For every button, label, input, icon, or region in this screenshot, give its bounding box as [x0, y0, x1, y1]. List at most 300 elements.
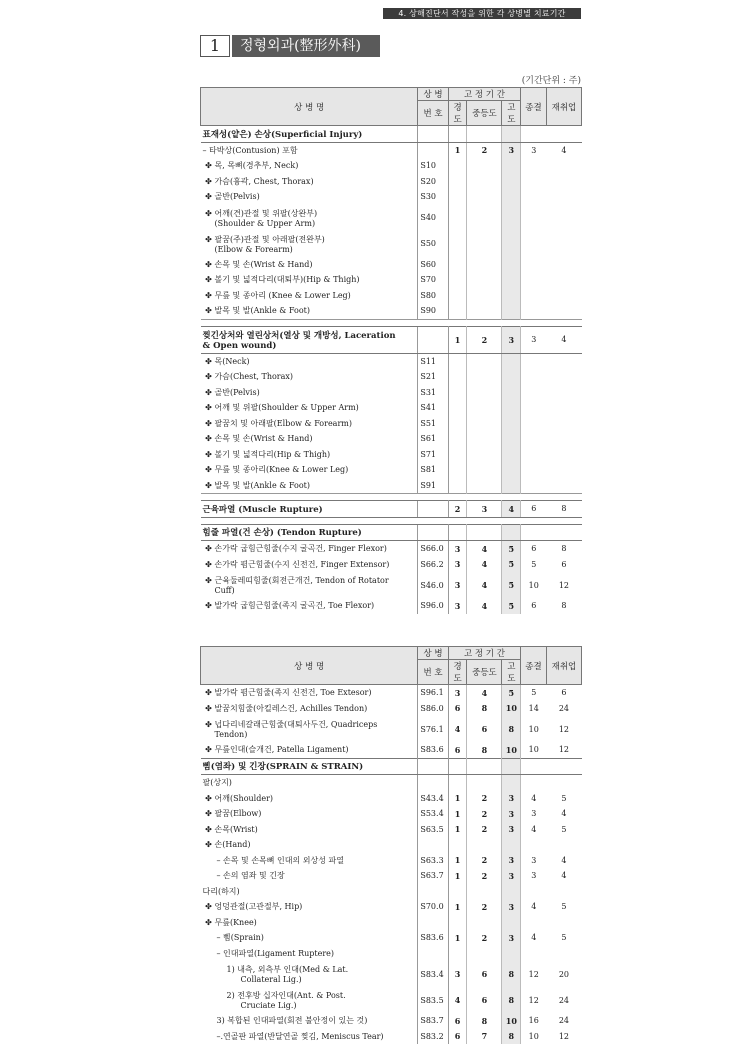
return-period: [546, 205, 581, 231]
severe-period: 8: [502, 987, 521, 1013]
table-row: [201, 174, 582, 190]
mild-period: 6: [448, 1013, 467, 1029]
treatment-table-2: [200, 646, 582, 1044]
mild-period: 1: [448, 853, 467, 869]
end-period: 10: [528, 724, 539, 734]
end-period: 6: [521, 501, 547, 518]
bullet-icon: ✤: [205, 434, 212, 444]
col-code-header-top: 상 병: [418, 647, 448, 660]
end-period: 3: [531, 809, 537, 819]
table-row: [201, 385, 582, 401]
row-name-cell: [201, 326, 418, 353]
row-code: S96.0: [418, 598, 448, 614]
group-row: [201, 758, 582, 775]
bullet-icon: ✤: [205, 403, 212, 413]
severe-period: [502, 205, 521, 231]
mild-period: [448, 416, 467, 432]
end-period: [521, 416, 547, 432]
table-row: [201, 1029, 582, 1045]
moderate-period: 4: [467, 572, 502, 598]
row-code: S86.0: [418, 701, 448, 717]
mild-period: 6: [448, 701, 467, 717]
table-row: [201, 478, 582, 494]
row-code: S83.6: [418, 742, 448, 758]
row-name-continued: (Elbow & Forearm): [214, 244, 293, 254]
return-period: 24: [558, 1016, 570, 1026]
group-row: [201, 326, 582, 353]
row-name: 삠(염좌) 및 긴장(SPRAIN & STRAIN): [202, 762, 364, 773]
row-code: S51: [418, 416, 448, 432]
row-code: S81: [418, 462, 448, 478]
row-name: 근육둘레띠힘줄(회전근개건, Tendon of Rotator: [214, 576, 389, 585]
table-row: [201, 716, 582, 742]
row-name: 골반(Pelvis): [214, 387, 260, 397]
end-period: 10: [528, 745, 539, 755]
col-moderate-header: 중등도: [467, 101, 502, 126]
row-code: S60: [418, 257, 448, 273]
row-code: S53.4: [418, 806, 448, 822]
row-name: 손가락 굽힘근힘줄(수지 굴곡건, Finger Flexor): [214, 544, 387, 554]
row-code: S63.5: [418, 822, 448, 838]
moderate-period: [467, 447, 502, 463]
table-row: [201, 272, 582, 288]
bullet-icon: ✤: [205, 809, 212, 819]
row-code: S40: [418, 205, 448, 231]
mild-period: 6: [448, 742, 467, 758]
mild-period: 1: [448, 791, 467, 807]
mild-period: 4: [448, 987, 467, 1013]
severe-period: [502, 462, 521, 478]
severe-period: [502, 915, 521, 931]
end-period: [521, 272, 547, 288]
moderate-period: 2: [467, 930, 502, 946]
end-period: 12: [528, 969, 539, 979]
severe-period: [502, 158, 521, 174]
return-period: 5: [561, 824, 567, 834]
row-name: 2) 전후방 십자인대(Ant. & Post.: [226, 991, 346, 1000]
return-period: 8: [561, 601, 567, 611]
severe-period: [502, 758, 521, 775]
return-period: 5: [561, 793, 567, 803]
row-name: – 타박상(Contusion) 포함: [202, 145, 298, 155]
moderate-period: 4: [467, 557, 502, 573]
severe-period: [502, 257, 521, 273]
col-moderate-header: 중등도: [467, 660, 502, 685]
moderate-period: 2: [467, 899, 502, 915]
end-period: [521, 524, 547, 541]
moderate-period: [467, 431, 502, 447]
severe-period: 3: [502, 853, 521, 869]
return-period: 4: [546, 326, 581, 353]
bullet-icon: ✤: [205, 418, 212, 428]
severe-period: 3: [502, 806, 521, 822]
row-name-cell: [201, 806, 418, 822]
severe-period: [502, 126, 521, 143]
row-name-cell: [201, 961, 418, 987]
return-period: [546, 126, 581, 143]
severe-period: 3: [502, 899, 521, 915]
end-period: [521, 431, 547, 447]
table-row: [201, 685, 582, 701]
moderate-period: [467, 775, 502, 791]
return-period: 5: [561, 933, 567, 943]
col-mild-header: 경도: [448, 660, 467, 685]
row-name-cell: [201, 501, 418, 518]
bullet-icon: ✤: [205, 290, 212, 300]
row-code: S66.2: [418, 557, 448, 573]
mild-period: [448, 775, 467, 791]
end-period: [521, 369, 547, 385]
row-name-cell: [201, 288, 418, 304]
col-return-header: 재취업: [546, 88, 581, 126]
row-name-continued: & Open wound): [202, 340, 277, 351]
row-name: 무릎(Knee): [214, 917, 257, 927]
end-period: [521, 462, 547, 478]
row-name-cell: [201, 946, 418, 962]
table-row: [201, 303, 582, 319]
row-code: S10: [418, 158, 448, 174]
row-code: S61: [418, 431, 448, 447]
row-name-cell: [201, 775, 418, 791]
moderate-period: 2: [467, 868, 502, 884]
row-name-cell: [201, 685, 418, 701]
table-row: [201, 742, 582, 758]
moderate-period: [467, 478, 502, 494]
col-end-header: 종결: [521, 88, 547, 126]
row-name: 힘줄 파열(건 손상) (Tendon Rupture): [202, 528, 362, 539]
row-name-cell: [201, 598, 418, 614]
col-return-header: 재취업: [546, 647, 581, 685]
row-name: 가슴(흉곽, Chest, Thorax): [214, 176, 314, 186]
unit-note: (기간단위 : 주): [521, 76, 581, 86]
row-code: S83.7: [418, 1013, 448, 1029]
row-name-cell: [201, 158, 418, 174]
row-name: 3) 복합된 인대파열(회전 불안정이 있는 것): [216, 1016, 368, 1026]
end-period: [521, 126, 547, 143]
end-period: [521, 478, 547, 494]
severe-period: 8: [502, 716, 521, 742]
row-code: [418, 884, 448, 900]
mild-period: [448, 158, 467, 174]
row-name-cell: [201, 987, 418, 1013]
return-period: [546, 189, 581, 205]
table-row: [201, 946, 582, 962]
bullet-icon: ✤: [205, 576, 212, 585]
bullet-icon: ✤: [205, 601, 212, 611]
row-name: 발가락 폄근힘줄(족지 신전건, Toe Extesor): [214, 688, 372, 698]
moderate-period: 8: [467, 1013, 502, 1029]
moderate-period: 4: [467, 541, 502, 557]
row-code: [418, 758, 448, 775]
row-name: 찢긴상처와 열린상처(열상 및 개방성, Laceration: [202, 330, 396, 341]
severe-period: 5: [502, 572, 521, 598]
severe-period: [502, 416, 521, 432]
row-name-cell: [201, 478, 418, 494]
mild-period: [448, 431, 467, 447]
col-code-header-top: 상 병: [418, 88, 448, 101]
table-row: [201, 791, 582, 807]
mild-period: [448, 205, 467, 231]
row-name: 골반(Pelvis): [214, 192, 260, 202]
bullet-icon: ✤: [205, 161, 212, 171]
end-period: 4: [531, 824, 537, 834]
table-row: [201, 572, 582, 598]
table-row: [201, 884, 582, 900]
row-name-cell: [201, 231, 418, 257]
row-code: S83.6: [418, 930, 448, 946]
row-name-cell: [201, 899, 418, 915]
table-row: [201, 541, 582, 557]
moderate-period: [467, 416, 502, 432]
return-period: 4: [561, 809, 567, 819]
row-name-cell: [201, 791, 418, 807]
severe-period: [502, 431, 521, 447]
end-period: 6: [531, 601, 537, 611]
row-name: –.연골판 파열(반달연골 찢김, Meniscus Tear): [216, 1031, 384, 1041]
row-name-continued: (Shoulder & Upper Arm): [214, 218, 316, 228]
row-name: 손목 및 손(Wrist & Hand): [214, 434, 313, 444]
row-name-cell: [201, 541, 418, 557]
mild-period: 1: [448, 142, 467, 158]
row-code: S63.7: [418, 868, 448, 884]
return-period: 5: [561, 902, 567, 912]
moderate-period: [467, 257, 502, 273]
return-period: [546, 462, 581, 478]
row-name: 손가락 폄근힘줄(수지 신전건, Finger Extensor): [214, 559, 390, 569]
end-period: 3: [531, 855, 537, 865]
separator-cell: [201, 494, 582, 501]
mild-period: [448, 946, 467, 962]
return-period: [546, 257, 581, 273]
mild-period: [448, 915, 467, 931]
table-row: [201, 142, 582, 158]
mild-period: 1: [448, 822, 467, 838]
severe-period: [502, 837, 521, 853]
table-row: [201, 822, 582, 838]
moderate-period: [467, 174, 502, 190]
severe-period: [502, 369, 521, 385]
table-row: [201, 701, 582, 717]
return-period: 24: [558, 703, 570, 713]
end-period: [521, 353, 547, 369]
row-name-cell: [201, 126, 418, 143]
running-header: [383, 8, 581, 19]
row-name: 발꿈치힘줄(아킬레스건, Achilles Tendon): [214, 703, 368, 713]
table-row: [201, 462, 582, 478]
moderate-period: [467, 946, 502, 962]
table-row: [201, 775, 582, 791]
severe-period: [502, 946, 521, 962]
mild-period: 1: [448, 930, 467, 946]
return-period: 4: [561, 871, 567, 881]
mild-period: [448, 257, 467, 273]
return-period: [546, 158, 581, 174]
end-period: 12: [528, 995, 539, 1005]
row-code: [418, 837, 448, 853]
row-name-cell: [201, 572, 418, 598]
row-name-cell: [201, 701, 418, 717]
mild-period: [448, 447, 467, 463]
mild-period: 1: [448, 899, 467, 915]
mild-period: [448, 462, 467, 478]
end-period: 16: [528, 1016, 539, 1026]
row-code: S83.4: [418, 961, 448, 987]
severe-period: 3: [502, 868, 521, 884]
section-title: [200, 35, 380, 57]
moderate-period: [467, 524, 502, 541]
end-period: [521, 915, 547, 931]
end-period: 10: [528, 1031, 539, 1041]
table-row: [201, 205, 582, 231]
mild-period: [448, 353, 467, 369]
row-name-cell: [201, 400, 418, 416]
severe-period: [502, 884, 521, 900]
return-period: [546, 369, 581, 385]
return-period: [546, 416, 581, 432]
return-period: 12: [558, 580, 570, 590]
row-name-cell: [201, 257, 418, 273]
group-row: [201, 501, 582, 518]
row-code: [418, 142, 448, 158]
moderate-period: [467, 884, 502, 900]
bullet-icon: ✤: [205, 465, 212, 475]
table-row: [201, 915, 582, 931]
return-period: 12: [558, 724, 570, 734]
mild-period: [448, 385, 467, 401]
row-name-cell: [201, 1013, 418, 1029]
mild-period: 1: [448, 326, 467, 353]
severe-period: [502, 775, 521, 791]
return-period: 4: [561, 145, 567, 155]
row-name-cell: [201, 205, 418, 231]
bullet-icon: ✤: [205, 192, 212, 202]
table-row: [201, 853, 582, 869]
row-name: 발목 및 발(Ankle & Foot): [214, 480, 310, 490]
col-end-header: 종결: [521, 647, 547, 685]
moderate-period: [467, 272, 502, 288]
severe-period: 5: [502, 541, 521, 557]
col-code-header-bottom: 번 호: [418, 660, 448, 685]
table-row: [201, 431, 582, 447]
table-row: [201, 447, 582, 463]
row-code: [418, 915, 448, 931]
col-severe-header: 고도: [502, 660, 521, 685]
end-period: [521, 303, 547, 319]
severe-period: [502, 272, 521, 288]
severe-period: [502, 385, 521, 401]
row-name: – 삠(Sprain): [216, 933, 264, 943]
table-row: [201, 899, 582, 915]
mild-period: 3: [448, 961, 467, 987]
row-name: 1) 내측, 외측부 인대(Med & Lat.: [226, 965, 349, 974]
moderate-period: [467, 837, 502, 853]
severe-period: 10: [502, 742, 521, 758]
mild-period: 6: [448, 1029, 467, 1045]
row-name: – 손목 및 손목뼈 인대의 외상성 파열: [216, 855, 344, 865]
end-period: [521, 884, 547, 900]
bullet-icon: ✤: [205, 793, 212, 803]
return-period: [546, 775, 581, 791]
moderate-period: [467, 288, 502, 304]
end-period: [521, 385, 547, 401]
row-name-cell: [201, 524, 418, 541]
return-period: [546, 478, 581, 494]
row-name-continued: Cuff): [214, 586, 235, 595]
return-period: 12: [558, 745, 570, 755]
moderate-period: 2: [467, 791, 502, 807]
return-period: [546, 758, 581, 775]
section-number: 1: [200, 35, 230, 57]
mild-period: 3: [448, 541, 467, 557]
bullet-icon: ✤: [205, 259, 212, 269]
end-period: [521, 288, 547, 304]
end-period: [521, 837, 547, 853]
moderate-period: 4: [467, 685, 502, 701]
row-name-cell: [201, 142, 418, 158]
severe-period: [502, 174, 521, 190]
mild-period: 3: [448, 598, 467, 614]
severe-period: [502, 303, 521, 319]
end-period: 6: [531, 544, 537, 554]
row-name-cell: [201, 369, 418, 385]
row-code: [418, 326, 448, 353]
mild-period: [448, 758, 467, 775]
mild-period: [448, 884, 467, 900]
separator-cell: [201, 517, 582, 524]
table-row: [201, 369, 582, 385]
row-name: 팔꿈치 및 아래팔(Elbow & Forearm): [214, 418, 352, 428]
severe-period: [502, 524, 521, 541]
end-period: 3: [531, 871, 537, 881]
moderate-period: [467, 303, 502, 319]
separator-cell: [201, 319, 582, 326]
moderate-period: 2: [467, 822, 502, 838]
moderate-period: 8: [467, 742, 502, 758]
severe-period: 3: [502, 326, 521, 353]
row-name-cell: [201, 416, 418, 432]
row-name: 무릎인대(슬개건, Patella Ligament): [214, 745, 349, 755]
bullet-icon: ✤: [205, 306, 212, 316]
table-row: [201, 189, 582, 205]
table-row: [201, 868, 582, 884]
end-period: [521, 400, 547, 416]
row-name: 팔(상지): [202, 778, 232, 788]
return-period: [546, 231, 581, 257]
row-code: [418, 946, 448, 962]
row-code: S30: [418, 189, 448, 205]
severe-period: 4: [502, 501, 521, 518]
row-code: S21: [418, 369, 448, 385]
end-period: [521, 205, 547, 231]
severe-period: 10: [502, 701, 521, 717]
row-code: S76.1: [418, 716, 448, 742]
moderate-period: [467, 400, 502, 416]
severe-period: [502, 400, 521, 416]
end-period: [521, 758, 547, 775]
severe-period: 10: [502, 1013, 521, 1029]
end-period: 4: [531, 793, 537, 803]
table-row: [201, 158, 582, 174]
row-name: 무릎 및 종아리 (Knee & Lower Leg): [214, 290, 351, 300]
severe-period: 3: [502, 930, 521, 946]
table-separator: [201, 319, 582, 326]
row-name: 손목(Wrist): [214, 824, 258, 834]
row-name-cell: [201, 884, 418, 900]
severe-period: [502, 447, 521, 463]
row-name-cell: [201, 837, 418, 853]
severe-period: [502, 231, 521, 257]
end-period: 4: [531, 902, 537, 912]
